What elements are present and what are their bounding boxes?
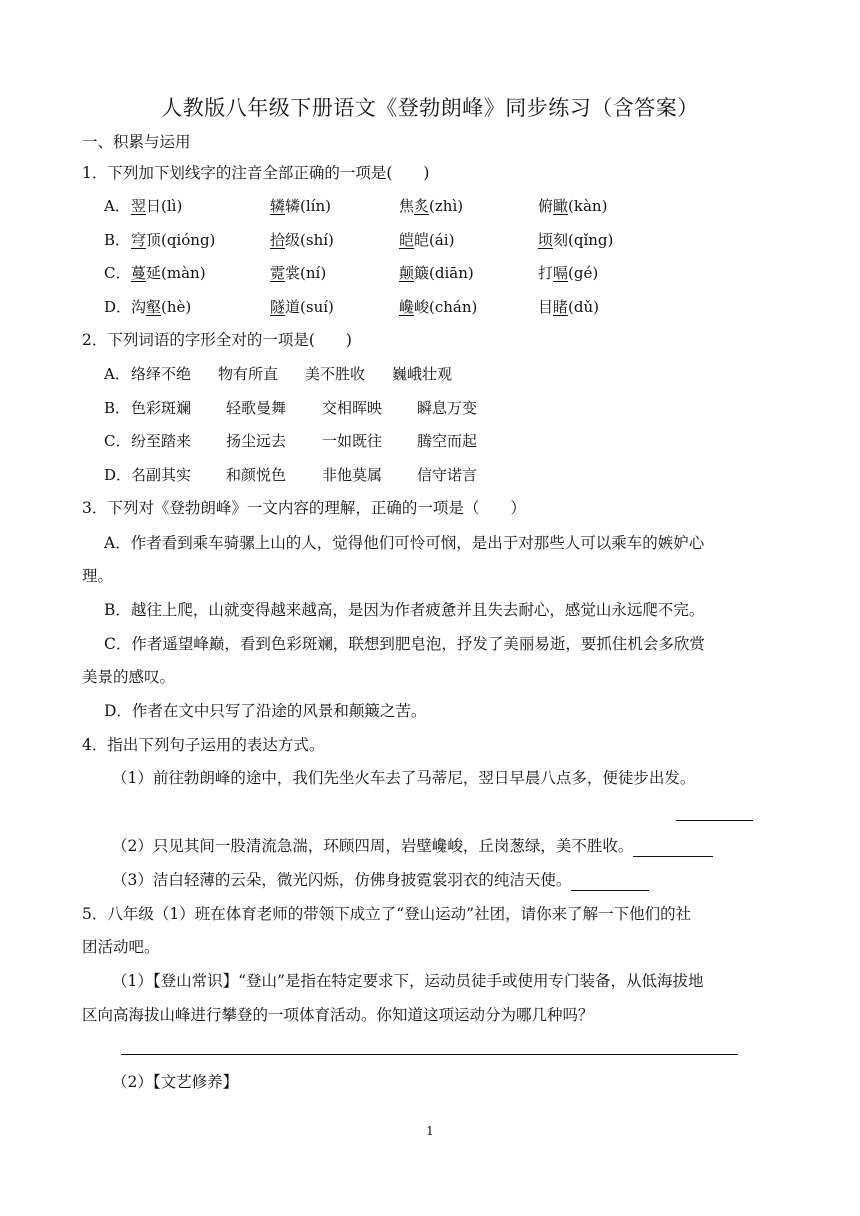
q3-option-b: B．越往上爬，山就变得越来越高，是因为作者疲惫并且失去耐心，感觉山永远爬不完。 [104,601,705,619]
q5-stem-cont: 团活动吧。 [82,938,160,956]
underlined-character: 颠 [399,264,415,282]
q2-option-word: 物有所直 [218,365,279,383]
underlined-character: 睹 [553,298,569,316]
q5-part2: （2）【文艺修养】 [112,1073,239,1091]
q1-option-label: B． [104,231,131,249]
underlined-character: 霓 [270,264,286,282]
q1-option-item: 翌日(lì) [131,197,183,215]
underlined-character: 炙 [414,197,430,215]
q1-option-item: 皑皑(ái) [399,231,455,249]
q2-option-word: 瞬息万变 [417,399,478,417]
q2-option-label: C． [104,432,131,450]
q2-option-word: 纷至踏来 [131,432,192,450]
page-number: 1 [426,1124,434,1138]
q4-answer-blank-1[interactable] [676,820,753,821]
q2-stem: 2．下列词语的字形全对的一项是( ) [82,331,352,349]
q1-option-item: 穹顶(qióng) [131,231,216,249]
q1-option-item: 颠簸(diān) [399,264,474,282]
q1-option-item: 沟壑(hè) [131,298,192,316]
q2-option-word: 信守诺言 [417,466,478,484]
underlined-character: 隧 [270,298,286,316]
underlined-character: 拾 [270,231,286,249]
q1-option-item: 巉峻(chán) [399,298,478,316]
q2-option-word: 和颜悦色 [226,466,287,484]
q2-option-word: 交相晖映 [322,399,383,417]
q1-option-item: 隧道(suí) [270,298,334,316]
q1-option-label: D． [104,298,132,316]
underlined-character: 穹 [131,231,147,249]
q1-option-item: 焦炙(zhì) [399,197,464,215]
underlined-character: 顷 [538,231,554,249]
q1-option-item: 辚辚(lín) [270,197,331,215]
underlined-character: 翌 [131,197,147,215]
q1-option-item: 俯瞰(kàn) [538,197,608,215]
document-title: 人教版八年级下册语文《登勃朗峰》同步练习（含答案） [161,96,699,120]
q2-option-word: 一如既往 [322,432,383,450]
q4-sentence-2: （2）只见其间一股清流急湍，环顾四周，岩壁巉峻，丘岗葱绿，美不胜收。 [112,837,634,855]
q2-option-word: 色彩斑斓 [131,399,192,417]
q2-option-word: 巍峨壮观 [392,365,453,383]
underlined-character: 壑 [146,298,162,316]
q2-option-word: 名副其实 [131,466,192,484]
q5-part1: （1）【登山常识】“登山”是指在特定要求下，运动员徒手或使用专门装备，从低海拔地 [112,972,704,990]
q4-sentence-3: （3）洁白轻薄的云朵，微光闪烁，仿佛身披霓裳羽衣的纯洁天使。 [112,871,572,889]
q1-option-item: 打嗝(gé) [538,264,599,282]
q1-option-item: 拾级(shí) [270,231,334,249]
q4-stem: 4．指出下列句子运用的表达方式。 [82,736,325,754]
q3-stem: 3．下列对《登勃朗峰》一文内容的理解，正确的一项是（ ） [82,499,526,517]
q2-option-label: B． [104,399,131,417]
q1-option-label: A． [104,197,130,215]
q5-part1-cont: 区向高海拔山峰进行攀登的一项体育活动。你知道这项运动分为哪几种吗？ [82,1006,594,1024]
q2-option-word: 美不胜收 [305,365,366,383]
q1-option-item: 顷刻(qǐng) [538,231,614,249]
q2-option-word: 络绎不绝 [131,365,192,383]
q4-answer-blank-3[interactable] [571,874,649,891]
q5-answer-line[interactable] [121,1054,738,1055]
underlined-character: 辚 [270,197,286,215]
q3-option-c-cont: 美景的感叹。 [82,668,176,686]
q3-option-c: C．作者遥望峰巅，看到色彩斑斓，联想到肥皂泡，抒发了美丽易逝，要抓住机会多欣赏 [104,635,705,653]
underlined-character: 瞰 [553,197,569,215]
q2-option-word: 轻歌曼舞 [226,399,287,417]
section-heading: 一、积累与运用 [82,133,191,151]
q1-option-item: 目睹(dǔ) [538,298,599,316]
q4-sentence-2-row [112,835,713,857]
q2-option-word: 扬尘远去 [226,432,287,450]
q1-option-item: 蔓延(màn) [131,264,206,282]
q1-option-item: 霓裳(ní) [270,264,327,282]
underlined-character: 巉 [399,298,415,316]
underlined-character: 蔓 [131,264,147,282]
q2-option-word: 腾空而起 [417,432,478,450]
q3-option-d: D．作者在文中只写了沿途的风景和颠簸之苦。 [104,702,427,720]
q5-stem: 5．八年级（1）班在体育老师的带领下成立了“登山运动”社团，请你来了解一下他们的社 [82,905,692,923]
q2-option-label: D． [104,466,132,484]
underlined-character: 嗝 [553,264,569,282]
q4-sentence-3-row [112,869,649,891]
q3-option-a-cont: 理。 [82,567,114,585]
underlined-character: 皑 [399,231,415,249]
q2-option-label: A． [104,365,130,383]
q4-sentence-1: （1）前往勃朗峰的途中，我们先坐火车去了马蒂尼，翌日早晨八点多，便徒步出发。 [112,769,696,787]
q1-stem: 1．下列加下划线字的注音全部正确的一项是( ) [82,164,430,182]
q1-option-label: C． [104,264,131,282]
q2-option-word: 非他莫属 [322,466,383,484]
q4-answer-blank-2[interactable] [633,840,713,857]
q3-option-a: A．作者看到乘车骑骡上山的人，觉得他们可怜可悯，是出于对那些人可以乘车的嫉妒心 [104,534,705,552]
